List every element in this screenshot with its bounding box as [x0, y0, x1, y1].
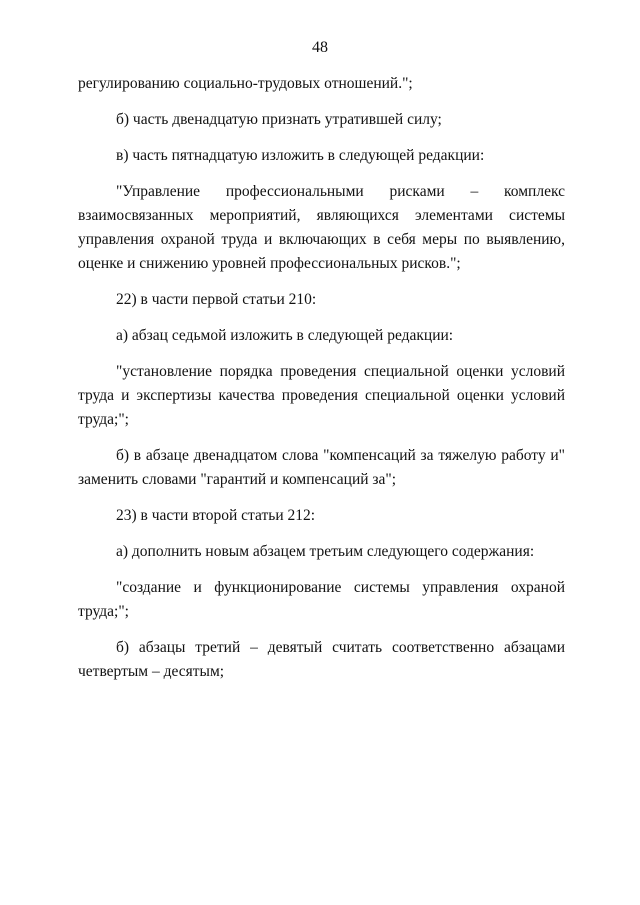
paragraph-item-22: 22) в части первой статьи 210:: [116, 291, 317, 308]
paragraph-continuation: регулированию социально-трудовых отношений.";: [78, 75, 413, 92]
paragraph-item-a-seventh: а) абзац седьмой изложить в следующей редакции:: [116, 327, 454, 344]
paragraph-quote-risk-management: "Управление профессиональными рисками – комплекс взаимосвязанных мероприятий, являющихся элементами системы управления охраной труда и включающих в себя меры по выявлению, оценке и снижению уровней профессиональных рисков.";: [78, 183, 565, 272]
paragraph-item-b-renumber: б) абзацы третий – девятый считать соответственно абзацами четвертым – десятым;: [78, 639, 565, 680]
paragraph-quote-special-assessment: "установление порядка проведения специальной оценки условий труда и экспертизы качества проведения специальной оценки условий труда;";: [78, 363, 565, 428]
paragraph-item-23: 23) в части второй статьи 212:: [116, 507, 316, 524]
paragraph-item-a-new-third: а) дополнить новым абзацем третьим следующего содержания:: [116, 543, 535, 560]
paragraph-item-b-twelfth: б) в абзаце двенадцатом слова "компенсаций за тяжелую работу и" заменить словами "гарантий и компенсаций за";: [78, 447, 565, 488]
document-body: [78, 72, 565, 696]
paragraph-item-v-part-fifteen: в) часть пятнадцатую изложить в следующей редакции:: [116, 147, 485, 164]
paragraph-item-b-part-twelve: б) часть двенадцатую признать утратившей силу;: [116, 111, 442, 128]
page-number: 48: [312, 39, 328, 56]
paragraph-quote-management-system: "создание и функционирование системы управления охраной труда;";: [78, 579, 565, 620]
